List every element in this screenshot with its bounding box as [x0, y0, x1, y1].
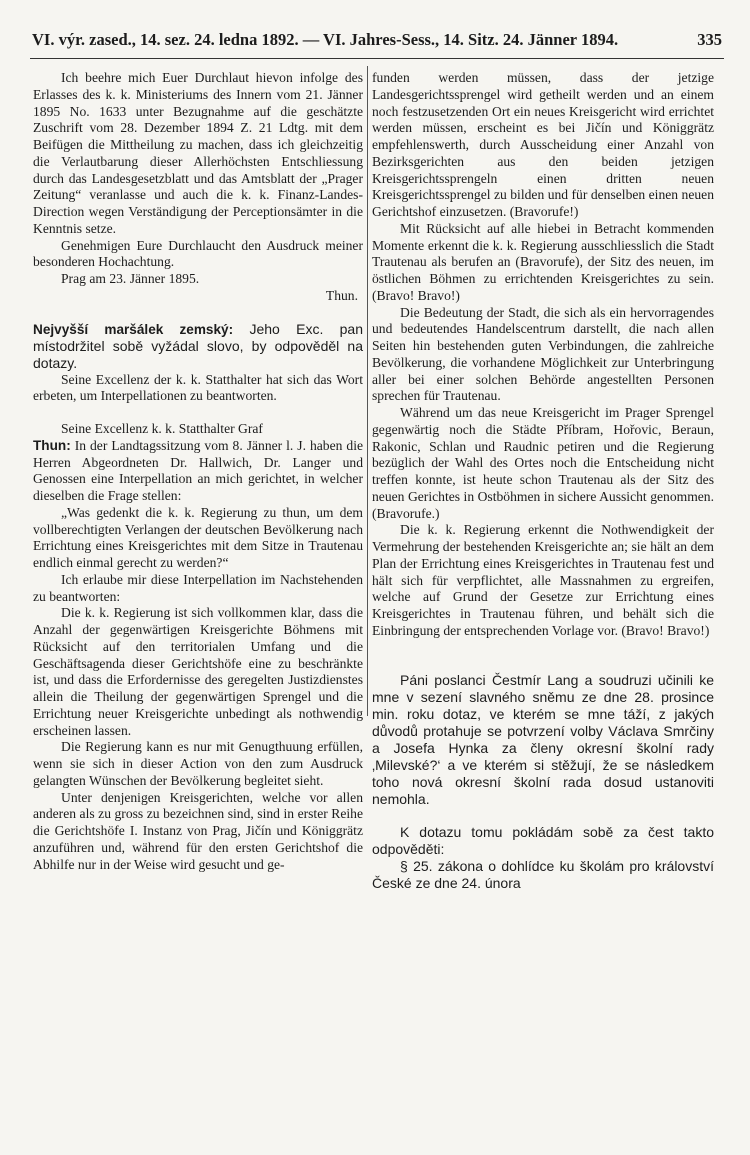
paragraph: [33, 271, 363, 288]
left-column: [33, 70, 363, 873]
paragraph-text: Genehmigen Eure Durchlaucht den Ausdruck meiner besonderen Hochachtung.: [33, 237, 363, 270]
paragraph: [372, 305, 714, 406]
header-rule: [30, 58, 724, 59]
paragraph-spacer: [33, 405, 363, 421]
paragraph-text: Seine Excellenz k. k. Statthalter Graf: [61, 421, 263, 436]
paragraph-text: Während um das neue Kreisgericht im Prager Sprengel gegenwärtig noch die Städte Příbram, Hořovic, Beraun, Rakonic, Schlan und Raudnic petiren und die Regierung bezüglich der Wahl des Ortes noch die Entscheidung nicht treffen konnte, ist heute schon Trautenau als der Sitz des neuen Gerichtes in Ostböhmen in sichere Aussicht genommen. (Bravorufe.): [372, 405, 714, 521]
paragraph: [33, 238, 363, 272]
paragraph-text: funden werden müssen, dass der jetzige Landesgerichtssprengel wird getheilt werden und an einem noch festzusetzenden Ort ein neues Kreisgericht wird errichtet werden müssen, erscheint es bei Jičín und Königgrätz empfehlenswerth, durch Ausscheidung einer Anzahl von Bezirksgerichten aus den beiden jetzigen Kreisgerichtssprengeln einen dritten neuen Kreisgerichtssprengel zu bilden und für denselben einen neuen Gerichtshof einzusetzen. (Bravorufe!): [372, 70, 714, 219]
running-head: VI. výr. zased., 14. sez. 24. ledna 1892. — VI. Jahres-Sess., 14. Sitz. 24. Jänner 1894.: [32, 30, 619, 49]
paragraph: [33, 605, 363, 739]
paragraph: [33, 421, 363, 438]
page-number: 335: [697, 30, 722, 49]
paragraph: [33, 372, 363, 406]
speaker-name: Nejvyšší maršálek zemský:: [33, 321, 234, 337]
paragraph: [372, 858, 714, 892]
paragraph-text: § 25. zákona o dohlídce ku školám pro království České ze dne 24. února: [372, 857, 714, 891]
paragraph-spacer: [372, 640, 714, 672]
paragraph-text: Die Bedeutung der Stadt, die sich als ein hervorragendes und bedeutendes Handelscentrum darstellt, die nach allen Seiten hin bestehenden guten Verbindungen, die zahlreiche Bevölkerung, die vorhandene Möglichkeit zur Unterbringung aller bei einer solchen Behörde angestellten Personen sprechen für Trautenau.: [372, 304, 714, 404]
paragraph-text: Seine Excellenz der k. k. Statthalter hat sich das Wort erbeten, um Interpellationen zu beantworten.: [33, 371, 363, 404]
paragraph: [33, 321, 363, 372]
paragraph-spacer: [372, 808, 714, 824]
paragraph-text: Ich beehre mich Euer Durchlaut hievon infolge des Erlasses des k. k. Ministeriums des Innern vom 21. Jänner 1895 No. 1633 unter Bezugnahme auf die geschätzte Zuschrift vom 28. Dezember 1894 Z. 21 Ldtg. mit dem Beifügen die Mittheilung zu machen, dass ich gleichzeitig die Verlautbarung dieser Allerhöchsten Entschliessung durch das Landesgesetzblatt und das Amtsblatt der „Prager Zeitung“ veranlasse und auch die k. k. Finanz-Landes-Direction wegen Verständigung der Perceptionsämter in die Kenntnis setze.: [33, 70, 363, 236]
paragraph: [33, 438, 363, 505]
paragraph: [33, 70, 363, 238]
paragraph: [33, 505, 363, 572]
paragraph-text: Ich erlaube mir diese Interpellation im Nachstehenden zu beantworten:: [33, 571, 363, 604]
paragraph: [372, 672, 714, 808]
paragraph: [372, 221, 714, 305]
paragraph: [33, 739, 363, 789]
paragraph: [372, 70, 714, 221]
page-header: [32, 30, 722, 56]
paragraph: [33, 572, 363, 606]
paragraph-text: „Was gedenkt die k. k. Regierung zu thun, um dem vollberechtigten Verlangen der deutschen Bevölkerung nach Errichtung eines Kreisgerichtes mit dem Sitze in Trautenau endlich einmal gerecht zu werden?“: [33, 504, 363, 570]
paragraph-text: Unter denjenigen Kreisgerichten, welche vor allen anderen als zu gross zu bezeichnen sind, sind in erster Reihe die Gerichtshöfe I. Instanz von Prag, Jičín und Königgrätz anzuführen und, während für den ersten Gerichtshof die Abhilfe nur in der Weise wird gesucht und ge-: [33, 789, 363, 872]
paragraph: [372, 405, 714, 522]
paragraph-text: Jeho Exc. pan místodržitel sobě vyžádal slovo, by odpověděl na dotazy.: [33, 320, 363, 371]
paragraph-spacer: [33, 305, 363, 321]
paragraph-text: Die k. k. Regierung ist sich vollkommen klar, dass die Anzahl der gegenwärtigen Kreisgerichte Böhmens mit Rücksicht auf den territorialen Umfang und die Geschäftsagenda dieser Gerichtshöfe eine zu beschränkte ist, und dass die Erfordernisse des geregelten Justizdienstes allein die Theilung der gegenwärtigen Sprengel und die Errichtung neuer Kreisgerichte unbedingt als nothwendig erscheinen lassen.: [33, 605, 363, 738]
paragraph-text: Die Regierung kann es nur mit Genugthuung erfüllen, wenn sie sich in dieser Action von den zum Ausdruck gelangten Wünschen der Bevölkerung begleitet sieht.: [33, 739, 363, 788]
paragraph-text: In der Landtagssitzung vom 8. Jänner l. J. haben die Herren Abgeordneten Dr. Hallwich, Dr. Langer und Genossen eine Interpellation an mich gerichtet, in welcher dieselben die Frage stellen:: [33, 437, 363, 503]
paragraph-text: Thun.: [325, 287, 358, 303]
speaker-name: Thun:: [33, 437, 71, 453]
paragraph: [33, 288, 363, 305]
paragraph: [372, 824, 714, 858]
paragraph-text: Páni poslanci Čestmír Lang a soudruzi učinili ke mne v sezení slavného sněmu ze dne 28. prosince min. roku dotaz, ve kterém se mne táží, z jakých důvodů protahuje se potvrzení volby Václava Smrčiny a Josefa Hynka za členy okresní školní rady ‚Milevské?‘ a ve kterém si stěžují, že se následkem toho nová okresní školní rada dosud ustanoviti nemohla.: [372, 671, 714, 807]
paragraph-text: Mit Rücksicht auf alle hiebei in Betracht kommenden Momente erkennt die k. k. Regierung ausschliesslich die Stadt Trautenau als berufen an (Bravorufe), der Sitz des neuen, im östlichen Böhmen zu errichtenden Kreisgerichtes zu sein. (Bravo! Bravo!): [372, 220, 714, 303]
paragraph: [372, 522, 714, 639]
paragraph-text: Die k. k. Regierung erkennt die Nothwendigkeit der Vermehrung der bestehenden Kreisgerichte an; sie hält an dem Plan der Errichtung eines Kreisgerichtes in Trautenau fest und hält sich für verpflichtet, alle Massnahmen zu ergreifen, welche auf Grund der Gesetze zur Errichtung eines Kreisgerichtes in Trautenau führen, und behält sich die Einbringung der entsprechenden Vorlage vor. (Bravo! Bravo!): [372, 522, 714, 638]
paragraph-text: K dotazu tomu pokládám sobě za čest takto odpověděti:: [372, 823, 714, 857]
paragraph-text: Prag am 23. Jänner 1895.: [61, 271, 200, 286]
right-column: [372, 70, 714, 892]
column-divider: [367, 66, 368, 716]
paragraph: [33, 790, 363, 874]
